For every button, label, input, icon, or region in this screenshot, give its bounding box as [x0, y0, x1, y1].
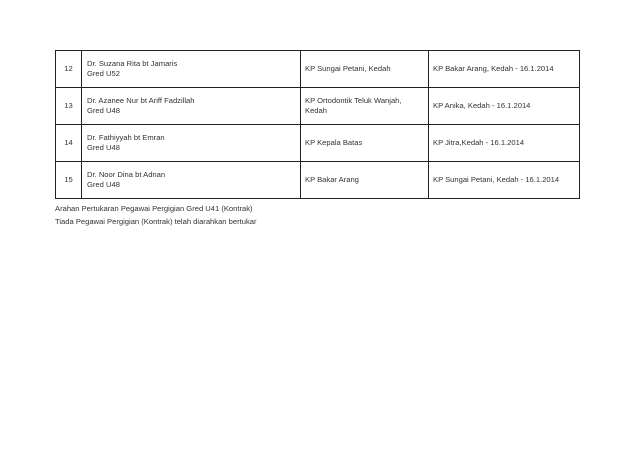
notes-heading: Arahan Pertukaran Pegawai Pergigian Gred U41 (Kontrak) [55, 204, 253, 213]
officer-cell [82, 162, 301, 199]
officer-name: Dr. Noor Dina bt Adnan [87, 170, 166, 179]
to-location: KP Sungai Petani, Kedah - 16.1.2014 [429, 162, 580, 199]
row-number: 12 [56, 51, 82, 88]
from-location: KP Bakar Arang [301, 162, 429, 199]
to-location: KP Anika, Kedah - 16.1.2014 [429, 88, 580, 125]
officer-cell [82, 125, 301, 162]
notes-section [55, 202, 257, 228]
from-location: KP Sungai Petani, Kedah [301, 51, 429, 88]
officer-grade: Gred U48 [87, 180, 120, 189]
officer-name: Dr. Suzana Rita bt Jamaris [87, 59, 178, 68]
table-row [56, 125, 580, 162]
transfer-table [55, 50, 580, 199]
to-location: KP Bakar Arang, Kedah - 16.1.2014 [429, 51, 580, 88]
officer-name: Dr. Fathiyyah bt Emran [87, 133, 165, 142]
notes-body: Tiada Pegawai Pergigian (Kontrak) telah diarahkan bertukar [55, 217, 257, 226]
officer-grade: Gred U48 [87, 106, 120, 115]
from-location: KP Ortodontik Teluk Wanjah, Kedah [301, 88, 429, 125]
to-location: KP Jitra,Kedah - 16.1.2014 [429, 125, 580, 162]
row-number: 13 [56, 88, 82, 125]
row-number: 14 [56, 125, 82, 162]
officer-name: Dr. Azanee Nur bt Ariff Fadzillah [87, 96, 195, 105]
officer-cell [82, 51, 301, 88]
from-location: KP Kepala Batas [301, 125, 429, 162]
table-row [56, 88, 580, 125]
table-row [56, 162, 580, 199]
officer-grade: Gred U52 [87, 69, 120, 78]
officer-cell [82, 88, 301, 125]
officer-grade: Gred U48 [87, 143, 120, 152]
table-row [56, 51, 580, 88]
row-number: 15 [56, 162, 82, 199]
